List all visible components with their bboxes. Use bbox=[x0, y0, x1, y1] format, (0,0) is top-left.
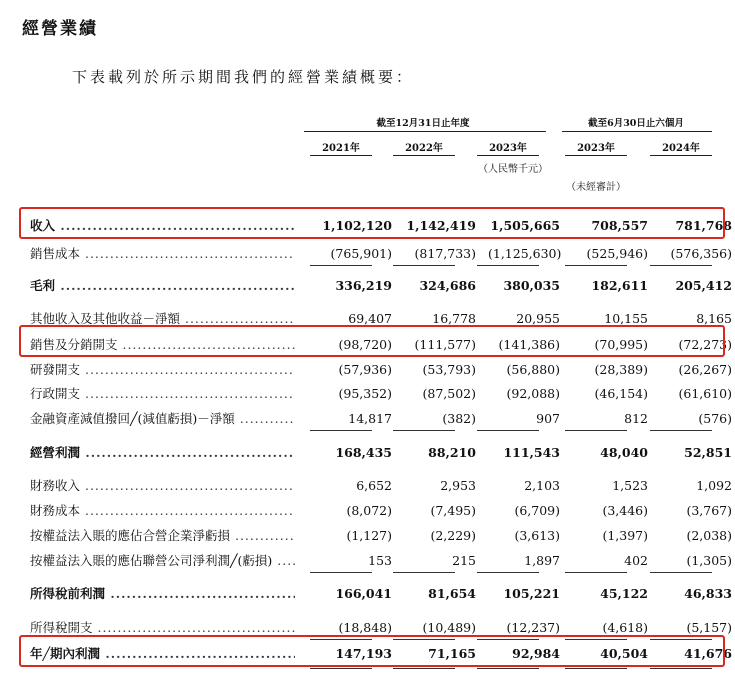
subtotal-rule bbox=[650, 430, 712, 431]
subtotal-rule bbox=[393, 572, 455, 573]
col-rule bbox=[650, 155, 712, 156]
row-value: (1,125,630) bbox=[488, 246, 562, 261]
row-value: 708,557 bbox=[591, 218, 648, 233]
row-value: 71,165 bbox=[428, 646, 476, 661]
row-label: 毛利 ..... bbox=[30, 276, 295, 296]
row-value: 166,041 bbox=[335, 586, 392, 601]
subtotal-rule bbox=[310, 572, 372, 573]
col-rule bbox=[477, 155, 539, 156]
row-value: 907 bbox=[536, 411, 560, 426]
row-value: 45,122 bbox=[600, 586, 648, 601]
subtotal-rule bbox=[565, 430, 627, 431]
row-value: 147,193 bbox=[335, 646, 392, 661]
row-value: (1,397) bbox=[602, 528, 648, 543]
row-value: 88,210 bbox=[428, 445, 476, 460]
row-value: (576) bbox=[698, 411, 732, 426]
year-group-header: 截至12月31日止年度 bbox=[376, 118, 470, 129]
row-value: (92,088) bbox=[506, 386, 560, 401]
row-value: 2,103 bbox=[524, 478, 560, 493]
col-header-2024-half: 2024年 bbox=[662, 143, 700, 154]
row-value: (525,946) bbox=[586, 246, 648, 261]
row-value: (56,880) bbox=[506, 362, 560, 377]
row-value: (28,389) bbox=[594, 362, 648, 377]
highlight-revenue bbox=[19, 207, 725, 239]
row-value: 182,611 bbox=[591, 278, 648, 293]
row-value: 215 bbox=[452, 553, 476, 568]
row-value: 336,219 bbox=[335, 278, 392, 293]
row-value: (2,229) bbox=[430, 528, 476, 543]
subtotal-rule bbox=[477, 265, 539, 266]
subtotal-rule bbox=[477, 572, 539, 573]
row-value: 69,407 bbox=[348, 311, 392, 326]
row-value: (61,610) bbox=[678, 386, 732, 401]
row-label: 所得稅開支 ..... bbox=[30, 618, 295, 638]
row-value: (382) bbox=[442, 411, 476, 426]
subtotal-rule bbox=[565, 572, 627, 573]
row-value: (53,793) bbox=[422, 362, 476, 377]
row-value: (765,901) bbox=[330, 246, 392, 261]
row-value: (72,273) bbox=[678, 337, 732, 352]
row-value: (576,356) bbox=[670, 246, 732, 261]
row-value: 324,686 bbox=[419, 278, 476, 293]
row-label: 收入 ..... bbox=[30, 216, 295, 236]
col-header-2023-half: 2023年 bbox=[577, 143, 615, 154]
row-value: (4,618) bbox=[602, 620, 648, 635]
row-value: 1,505,665 bbox=[490, 218, 560, 233]
subtotal-rule bbox=[650, 572, 712, 573]
row-value: 153 bbox=[368, 553, 392, 568]
row-label: 銷售及分銷開支 ..... bbox=[30, 335, 295, 355]
row-value: (1,305) bbox=[686, 553, 732, 568]
highlight-profit bbox=[19, 635, 725, 667]
row-value: 402 bbox=[624, 553, 648, 568]
row-value: 81,654 bbox=[428, 586, 476, 601]
row-value: (3,446) bbox=[602, 503, 648, 518]
row-label: 行政開支 ..... bbox=[30, 384, 295, 404]
col-rule bbox=[393, 155, 455, 156]
row-label: 研發開支 ..... bbox=[30, 360, 295, 380]
row-value: 105,221 bbox=[503, 586, 560, 601]
row-value: 16,778 bbox=[432, 311, 476, 326]
row-value: 111,543 bbox=[503, 445, 560, 460]
row-value: 48,040 bbox=[600, 445, 648, 460]
row-label: 年╱期內利潤 ..... bbox=[30, 644, 295, 664]
row-value: 52,851 bbox=[684, 445, 732, 460]
half-group-rule bbox=[562, 131, 712, 132]
row-label: 財務收入 ..... bbox=[30, 476, 295, 496]
row-value: (3,613) bbox=[514, 528, 560, 543]
row-label: 銷售成本 ..... bbox=[30, 244, 295, 264]
row-value: (3,767) bbox=[686, 503, 732, 518]
row-value: 14,817 bbox=[348, 411, 392, 426]
col-header-2023: 2023年 bbox=[489, 143, 527, 154]
row-value: 10,155 bbox=[604, 311, 648, 326]
row-value: (87,502) bbox=[422, 386, 476, 401]
row-value: 6,652 bbox=[356, 478, 392, 493]
row-label: 財務成本 ..... bbox=[30, 501, 295, 521]
row-value: (2,038) bbox=[686, 528, 732, 543]
row-value: (70,995) bbox=[594, 337, 648, 352]
row-value: (26,267) bbox=[678, 362, 732, 377]
subtotal-rule bbox=[310, 265, 372, 266]
table-row bbox=[30, 360, 732, 380]
row-label: 經營利潤 ..... bbox=[30, 443, 295, 463]
table-row bbox=[30, 526, 732, 546]
table-row bbox=[30, 409, 732, 429]
row-value: (8,072) bbox=[346, 503, 392, 518]
row-label: 金融資產減值撥回╱(減值虧損)－淨額 ..... bbox=[30, 409, 295, 429]
table-row bbox=[30, 551, 732, 571]
row-value: 41,676 bbox=[684, 646, 732, 661]
row-label: 按權益法入賬的應佔合營企業淨虧損 ..... bbox=[30, 526, 295, 546]
table-row bbox=[30, 384, 732, 404]
year-group-rule bbox=[304, 131, 546, 132]
table-row bbox=[30, 476, 732, 496]
col-header-2022: 2022年 bbox=[405, 143, 443, 154]
table-row bbox=[30, 501, 732, 521]
row-value: (111,577) bbox=[414, 337, 476, 352]
subtotal-rule bbox=[565, 265, 627, 266]
row-value: 205,412 bbox=[675, 278, 732, 293]
currency-note: （人民幣千元） bbox=[478, 164, 548, 175]
table-row bbox=[30, 244, 732, 264]
row-value: (12,237) bbox=[506, 620, 560, 635]
table-row bbox=[30, 584, 732, 604]
row-label: 按權益法入賬的應佔聯營公司淨利潤╱(虧損) ..... bbox=[30, 551, 295, 571]
col-rule bbox=[565, 155, 627, 156]
row-value: 168,435 bbox=[335, 445, 392, 460]
row-value: (817,733) bbox=[414, 246, 476, 261]
subtotal-rule bbox=[310, 430, 372, 431]
row-value: 1,523 bbox=[612, 478, 648, 493]
row-value: (7,495) bbox=[430, 503, 476, 518]
row-value: (6,709) bbox=[514, 503, 560, 518]
row-value: 1,092 bbox=[696, 478, 732, 493]
unaudited-note: （未經審計） bbox=[566, 182, 626, 193]
row-value: 380,035 bbox=[503, 278, 560, 293]
row-label: 其他收入及其他收益－淨額 ..... bbox=[30, 309, 295, 329]
row-value: 20,955 bbox=[516, 311, 560, 326]
row-value: 40,504 bbox=[600, 646, 648, 661]
row-value: (141,386) bbox=[498, 337, 560, 352]
subtotal-rule bbox=[393, 430, 455, 431]
row-value: 1,102,120 bbox=[322, 218, 392, 233]
table-row bbox=[30, 443, 732, 463]
intro-text: 下表載列於所示期間我們的經營業績概要： bbox=[72, 68, 415, 86]
row-value: (10,489) bbox=[422, 620, 476, 635]
half-year-group-header: 截至6月30日止六個月 bbox=[588, 118, 684, 129]
row-value: 46,833 bbox=[684, 586, 732, 601]
row-value: 1,897 bbox=[524, 553, 560, 568]
subtotal-rule bbox=[650, 265, 712, 266]
highlight-selling-expenses bbox=[19, 325, 725, 357]
row-value: 1,142,419 bbox=[406, 218, 476, 233]
row-value: (46,154) bbox=[594, 386, 648, 401]
section-title: 經營業績 bbox=[22, 19, 98, 39]
row-value: (95,352) bbox=[338, 386, 392, 401]
row-value: 781,768 bbox=[675, 218, 732, 233]
col-rule bbox=[310, 155, 372, 156]
row-value: (18,848) bbox=[338, 620, 392, 635]
row-value: (98,720) bbox=[338, 337, 392, 352]
row-value: 92,984 bbox=[512, 646, 560, 661]
subtotal-rule bbox=[393, 265, 455, 266]
row-value: (5,157) bbox=[686, 620, 732, 635]
row-label: 所得稅前利潤 ..... bbox=[30, 584, 295, 604]
table-row bbox=[30, 276, 732, 296]
row-value: (1,127) bbox=[346, 528, 392, 543]
row-value: 2,953 bbox=[440, 478, 476, 493]
row-value: (57,936) bbox=[338, 362, 392, 377]
col-header-2021: 2021年 bbox=[322, 143, 360, 154]
row-value: 8,165 bbox=[696, 311, 732, 326]
subtotal-rule bbox=[477, 430, 539, 431]
row-value: 812 bbox=[624, 411, 648, 426]
